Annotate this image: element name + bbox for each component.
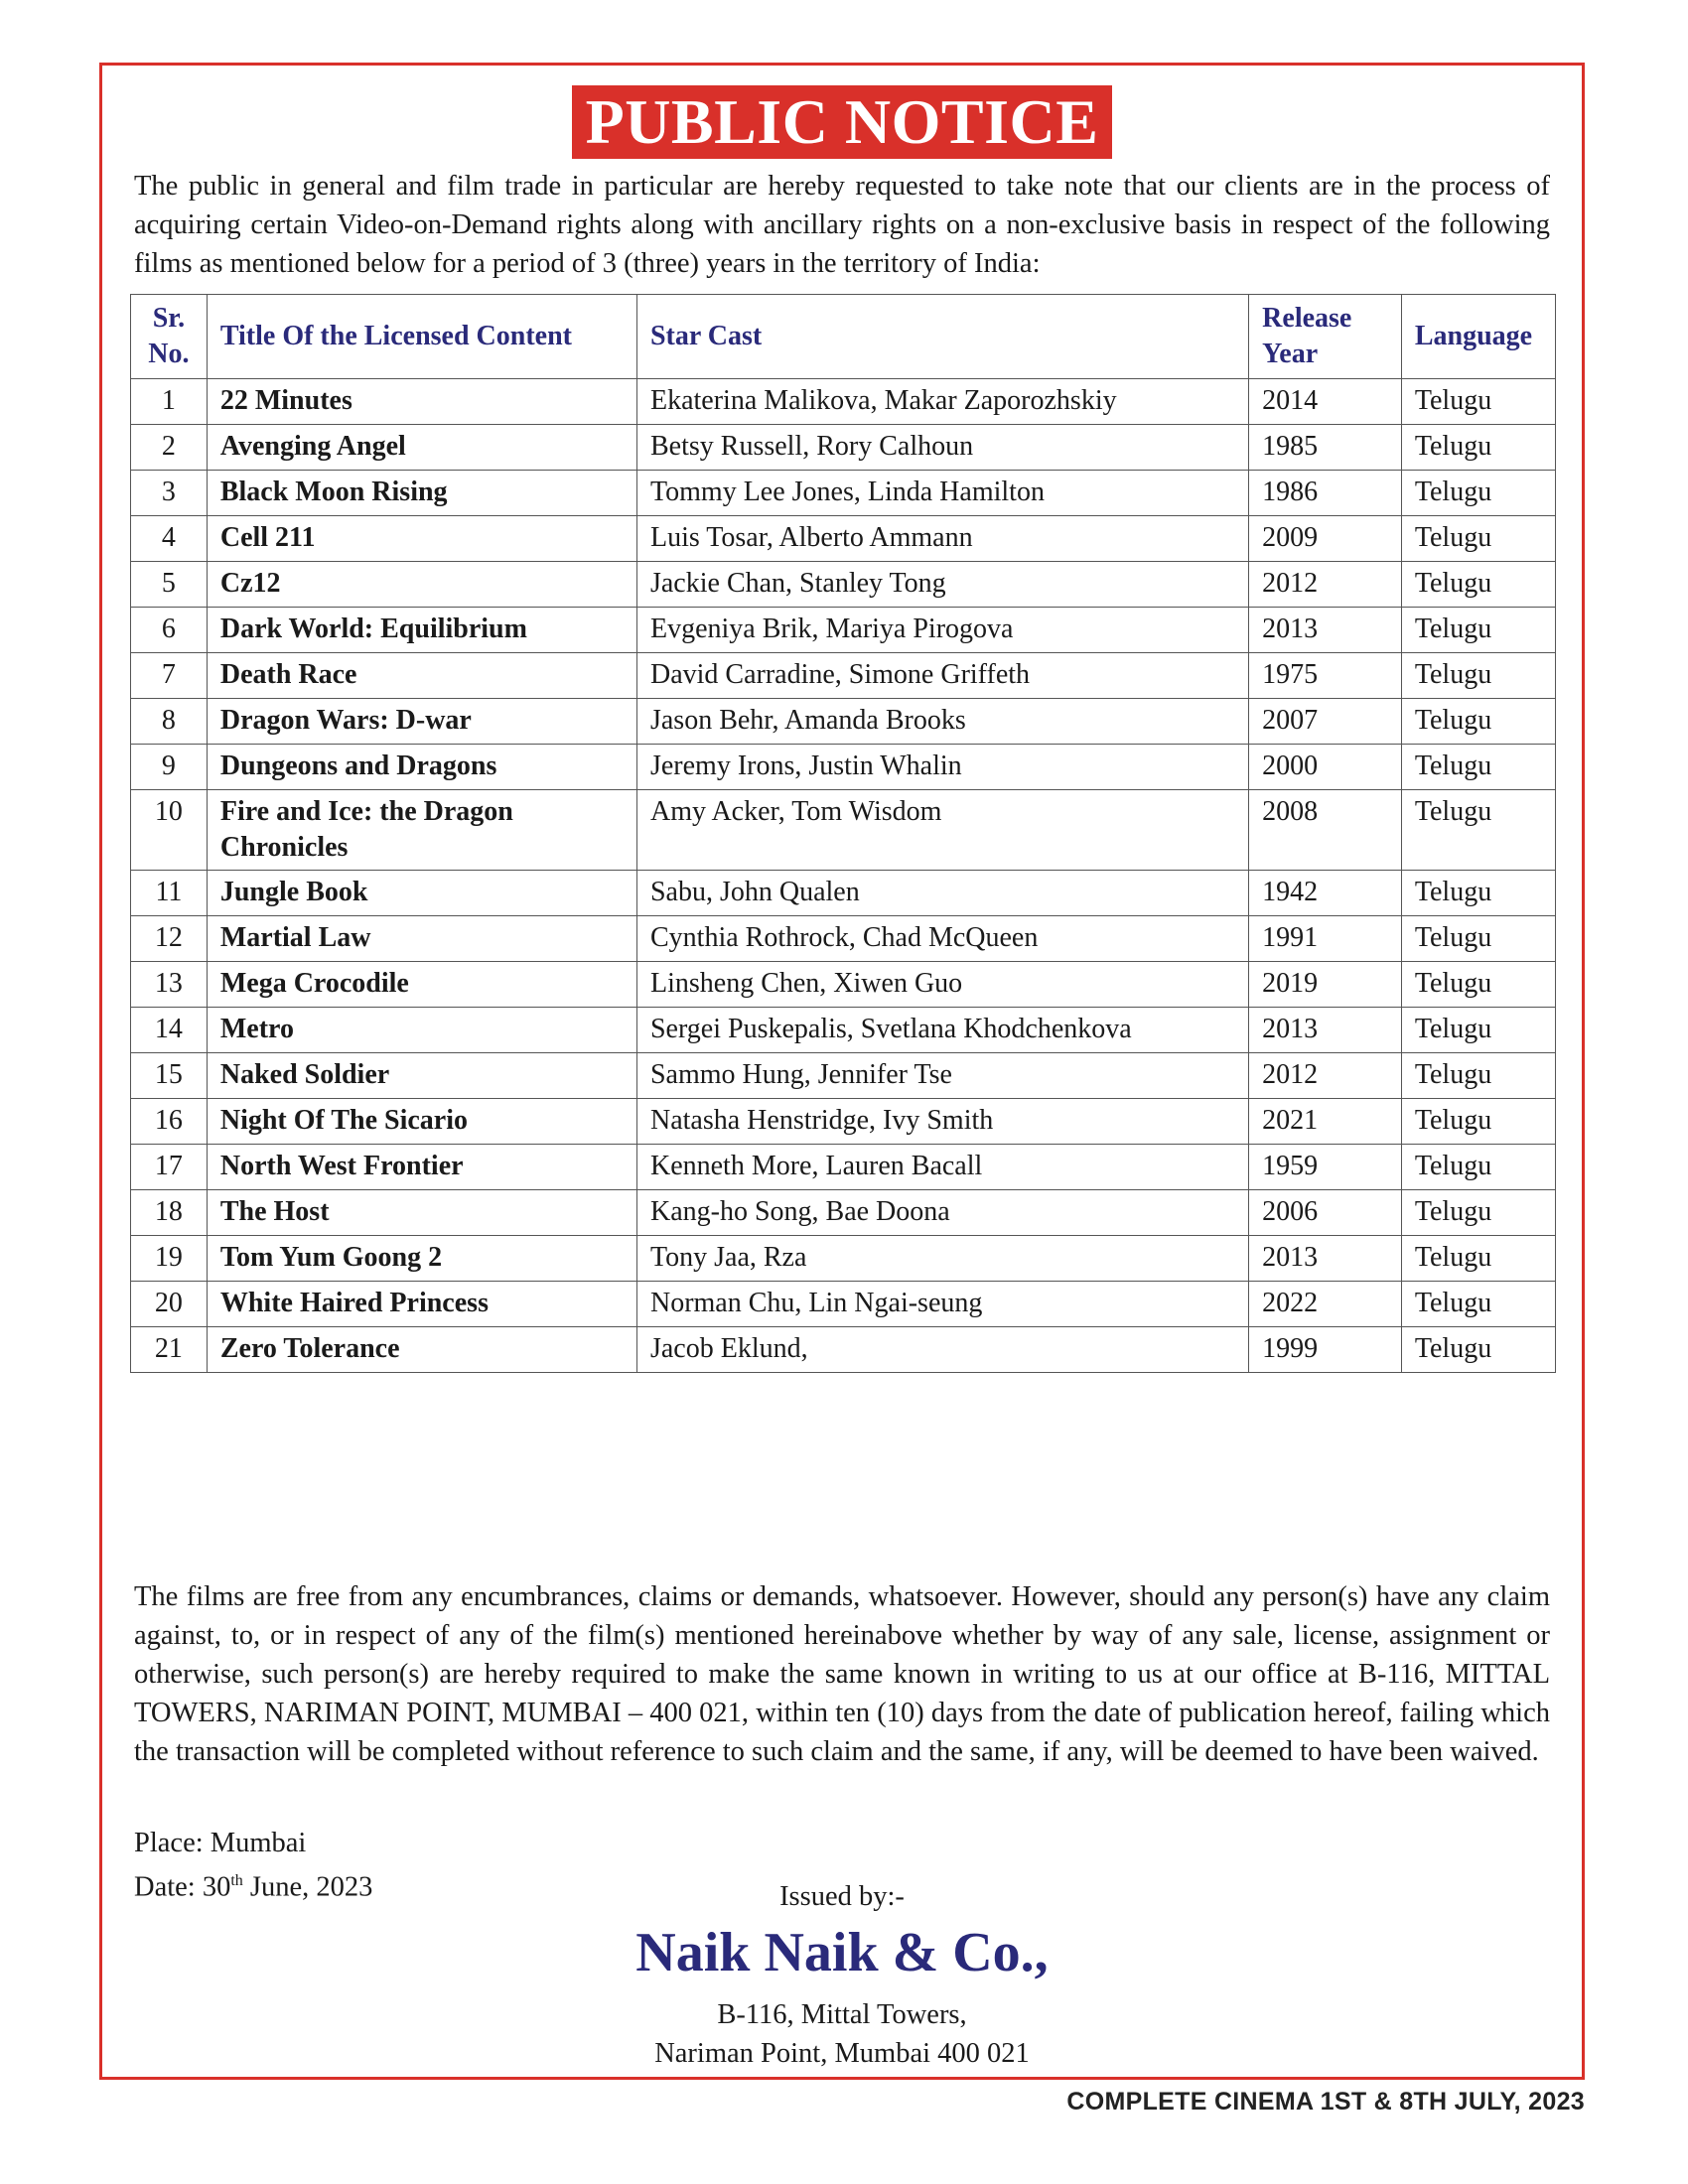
cell-sr-no: 16 bbox=[131, 1099, 208, 1145]
cell-release-year: 2007 bbox=[1249, 699, 1402, 745]
publication-footer: COMPLETE CINEMA 1ST & 8TH JULY, 2023 bbox=[1066, 2088, 1585, 2116]
issued-by-label: Issued by:- bbox=[779, 1881, 905, 1912]
cell-title: Cz12 bbox=[207, 562, 636, 608]
cell-language: Telugu bbox=[1401, 425, 1555, 471]
cell-title: Mega Crocodile bbox=[207, 962, 636, 1008]
cell-star-cast: Kang-ho Song, Bae Doona bbox=[636, 1190, 1248, 1236]
date-suffix: June, 2023 bbox=[242, 1871, 373, 1903]
table-row bbox=[131, 790, 1556, 871]
films-table bbox=[130, 294, 1556, 1373]
table-row bbox=[131, 1008, 1556, 1053]
cell-title: Metro bbox=[207, 1008, 636, 1053]
cell-title: 22 Minutes bbox=[207, 379, 636, 425]
table-row bbox=[131, 1236, 1556, 1282]
cell-title: Tom Yum Goong 2 bbox=[207, 1236, 636, 1282]
cell-language: Telugu bbox=[1401, 562, 1555, 608]
firm-name: Naik Naik & Co., bbox=[635, 1922, 1049, 1983]
cell-release-year: 2014 bbox=[1249, 379, 1402, 425]
cell-sr-no: 3 bbox=[131, 471, 208, 516]
cell-language: Telugu bbox=[1401, 516, 1555, 562]
cell-language: Telugu bbox=[1401, 1236, 1555, 1282]
table-row bbox=[131, 745, 1556, 790]
cell-release-year: 2022 bbox=[1249, 1282, 1402, 1327]
cell-title: Avenging Angel bbox=[207, 425, 636, 471]
date-ordinal-suffix: th bbox=[230, 1872, 243, 1889]
cell-title: Naked Soldier bbox=[207, 1053, 636, 1099]
cell-language: Telugu bbox=[1401, 1190, 1555, 1236]
heading-wrapper bbox=[102, 85, 1582, 159]
cell-release-year: 2006 bbox=[1249, 1190, 1402, 1236]
cell-star-cast: Cynthia Rothrock, Chad McQueen bbox=[636, 916, 1248, 962]
header-release-year-line1: Release bbox=[1262, 303, 1352, 334]
cell-star-cast: Ekaterina Malikova, Makar Zaporozhskiy bbox=[636, 379, 1248, 425]
cell-language: Telugu bbox=[1401, 790, 1555, 871]
place-line: Place: Mumbai bbox=[134, 1828, 307, 1858]
header-sr-no-line1: Sr. bbox=[152, 303, 186, 334]
table-row bbox=[131, 1053, 1556, 1099]
cell-language: Telugu bbox=[1401, 1099, 1555, 1145]
header-language: Language bbox=[1401, 295, 1555, 379]
firm-address-line2: Nariman Point, Mumbai 400 021 bbox=[654, 2038, 1030, 2069]
cell-sr-no: 15 bbox=[131, 1053, 208, 1099]
cell-title: Fire and Ice: the Dragon Chronicles bbox=[207, 790, 636, 871]
cell-release-year: 1942 bbox=[1249, 871, 1402, 916]
cell-sr-no: 13 bbox=[131, 962, 208, 1008]
cell-release-year: 2008 bbox=[1249, 790, 1402, 871]
cell-language: Telugu bbox=[1401, 916, 1555, 962]
table-row bbox=[131, 1190, 1556, 1236]
cell-sr-no: 12 bbox=[131, 916, 208, 962]
cell-language: Telugu bbox=[1401, 471, 1555, 516]
cell-star-cast: David Carradine, Simone Griffeth bbox=[636, 653, 1248, 699]
cell-title: White Haired Princess bbox=[207, 1282, 636, 1327]
cell-star-cast: Betsy Russell, Rory Calhoun bbox=[636, 425, 1248, 471]
table-row bbox=[131, 608, 1556, 653]
cell-sr-no: 17 bbox=[131, 1145, 208, 1190]
cell-release-year: 2013 bbox=[1249, 1236, 1402, 1282]
cell-release-year: 1975 bbox=[1249, 653, 1402, 699]
header-sr-no bbox=[131, 295, 208, 379]
cell-language: Telugu bbox=[1401, 1145, 1555, 1190]
intro-paragraph: The public in general and film trade in particular are hereby requested to take note that our clients are in the process of acquiring certain Video-on-Demand rights along with ancillary rights on a non-exclusive basis in respect of the following films as mentioned below for a period of 3 (three) years in the territory of India: bbox=[134, 171, 1550, 279]
cell-language: Telugu bbox=[1401, 653, 1555, 699]
table-row bbox=[131, 516, 1556, 562]
table-row bbox=[131, 699, 1556, 745]
table-row bbox=[131, 425, 1556, 471]
cell-language: Telugu bbox=[1401, 379, 1555, 425]
cell-star-cast: Jason Behr, Amanda Brooks bbox=[636, 699, 1248, 745]
cell-star-cast: Evgeniya Brik, Mariya Pirogova bbox=[636, 608, 1248, 653]
cell-release-year: 1959 bbox=[1249, 1145, 1402, 1190]
cell-title: Death Race bbox=[207, 653, 636, 699]
cell-sr-no: 7 bbox=[131, 653, 208, 699]
cell-star-cast: Kenneth More, Lauren Bacall bbox=[636, 1145, 1248, 1190]
cell-title: Black Moon Rising bbox=[207, 471, 636, 516]
cell-star-cast: Linsheng Chen, Xiwen Guo bbox=[636, 962, 1248, 1008]
notice-frame bbox=[99, 63, 1585, 2080]
table-row bbox=[131, 653, 1556, 699]
cell-sr-no: 9 bbox=[131, 745, 208, 790]
cell-star-cast: Norman Chu, Lin Ngai-seung bbox=[636, 1282, 1248, 1327]
cell-title: Zero Tolerance bbox=[207, 1327, 636, 1373]
header-release-year bbox=[1249, 295, 1402, 379]
date-prefix: Date: 30 bbox=[134, 1871, 231, 1903]
cell-release-year: 2012 bbox=[1249, 562, 1402, 608]
outro-paragraph: The films are free from any encumbrances, claims or demands, whatsoever. However, should any person(s) have any claim against, to, or in respect of any of the film(s) mentioned hereinabove whether by way of any sale, license, assignment or otherwise, such person(s) are hereby required to make the same known in writing to us at our office at B-116, MITTAL TOWERS, NARIMAN POINT, MUMBAI – 400 021, within ten (10) days from the date of publication hereof, failing which the transaction will be completed without reference to such claim and the same, if any, will be deemed to have been waived. bbox=[134, 1581, 1550, 1767]
table-row bbox=[131, 562, 1556, 608]
cell-star-cast: Sabu, John Qualen bbox=[636, 871, 1248, 916]
table-row bbox=[131, 379, 1556, 425]
cell-language: Telugu bbox=[1401, 608, 1555, 653]
cell-title: The Host bbox=[207, 1190, 636, 1236]
cell-release-year: 2021 bbox=[1249, 1099, 1402, 1145]
table-row bbox=[131, 916, 1556, 962]
cell-sr-no: 2 bbox=[131, 425, 208, 471]
cell-release-year: 2000 bbox=[1249, 745, 1402, 790]
table-row bbox=[131, 962, 1556, 1008]
cell-release-year: 1985 bbox=[1249, 425, 1402, 471]
cell-star-cast: Jeremy Irons, Justin Whalin bbox=[636, 745, 1248, 790]
cell-title: Dragon Wars: D-war bbox=[207, 699, 636, 745]
cell-sr-no: 8 bbox=[131, 699, 208, 745]
cell-star-cast: Amy Acker, Tom Wisdom bbox=[636, 790, 1248, 871]
cell-sr-no: 14 bbox=[131, 1008, 208, 1053]
cell-star-cast: Luis Tosar, Alberto Ammann bbox=[636, 516, 1248, 562]
table-row bbox=[131, 1099, 1556, 1145]
cell-language: Telugu bbox=[1401, 1008, 1555, 1053]
header-star-cast: Star Cast bbox=[636, 295, 1248, 379]
cell-star-cast: Natasha Henstridge, Ivy Smith bbox=[636, 1099, 1248, 1145]
cell-sr-no: 4 bbox=[131, 516, 208, 562]
cell-star-cast: Jackie Chan, Stanley Tong bbox=[636, 562, 1248, 608]
firm-address-line1: B-116, Mittal Towers, bbox=[717, 1999, 967, 2030]
films-table-body bbox=[131, 379, 1556, 1373]
cell-language: Telugu bbox=[1401, 962, 1555, 1008]
cell-sr-no: 21 bbox=[131, 1327, 208, 1373]
cell-language: Telugu bbox=[1401, 1282, 1555, 1327]
cell-release-year: 1999 bbox=[1249, 1327, 1402, 1373]
cell-sr-no: 19 bbox=[131, 1236, 208, 1282]
cell-sr-no: 10 bbox=[131, 790, 208, 871]
cell-title: Night Of The Sicario bbox=[207, 1099, 636, 1145]
cell-star-cast: Sergei Puskepalis, Svetlana Khodchenkova bbox=[636, 1008, 1248, 1053]
table-row bbox=[131, 1145, 1556, 1190]
cell-title: Dark World: Equilibrium bbox=[207, 608, 636, 653]
cell-title: Jungle Book bbox=[207, 871, 636, 916]
cell-star-cast: Jacob Eklund, bbox=[636, 1327, 1248, 1373]
cell-release-year: 2013 bbox=[1249, 608, 1402, 653]
cell-sr-no: 20 bbox=[131, 1282, 208, 1327]
cell-star-cast: Sammo Hung, Jennifer Tse bbox=[636, 1053, 1248, 1099]
cell-star-cast: Tommy Lee Jones, Linda Hamilton bbox=[636, 471, 1248, 516]
notice-heading: PUBLIC NOTICE bbox=[572, 85, 1113, 159]
cell-language: Telugu bbox=[1401, 699, 1555, 745]
cell-release-year: 2012 bbox=[1249, 1053, 1402, 1099]
table-row bbox=[131, 1327, 1556, 1373]
header-release-year-line2: Year bbox=[1262, 339, 1319, 369]
cell-release-year: 2009 bbox=[1249, 516, 1402, 562]
cell-sr-no: 18 bbox=[131, 1190, 208, 1236]
cell-language: Telugu bbox=[1401, 745, 1555, 790]
cell-title: North West Frontier bbox=[207, 1145, 636, 1190]
cell-release-year: 1991 bbox=[1249, 916, 1402, 962]
table-row bbox=[131, 871, 1556, 916]
table-row bbox=[131, 1282, 1556, 1327]
cell-language: Telugu bbox=[1401, 1327, 1555, 1373]
cell-sr-no: 11 bbox=[131, 871, 208, 916]
cell-sr-no: 1 bbox=[131, 379, 208, 425]
cell-title: Dungeons and Dragons bbox=[207, 745, 636, 790]
cell-language: Telugu bbox=[1401, 871, 1555, 916]
cell-title: Martial Law bbox=[207, 916, 636, 962]
cell-release-year: 2013 bbox=[1249, 1008, 1402, 1053]
header-title: Title Of the Licensed Content bbox=[207, 295, 636, 379]
table-header-row bbox=[131, 295, 1556, 379]
cell-release-year: 2019 bbox=[1249, 962, 1402, 1008]
header-sr-no-line2: No. bbox=[148, 339, 190, 369]
table-row bbox=[131, 471, 1556, 516]
cell-star-cast: Tony Jaa, Rza bbox=[636, 1236, 1248, 1282]
cell-language: Telugu bbox=[1401, 1053, 1555, 1099]
cell-title: Cell 211 bbox=[207, 516, 636, 562]
cell-sr-no: 5 bbox=[131, 562, 208, 608]
cell-release-year: 1986 bbox=[1249, 471, 1402, 516]
cell-sr-no: 6 bbox=[131, 608, 208, 653]
